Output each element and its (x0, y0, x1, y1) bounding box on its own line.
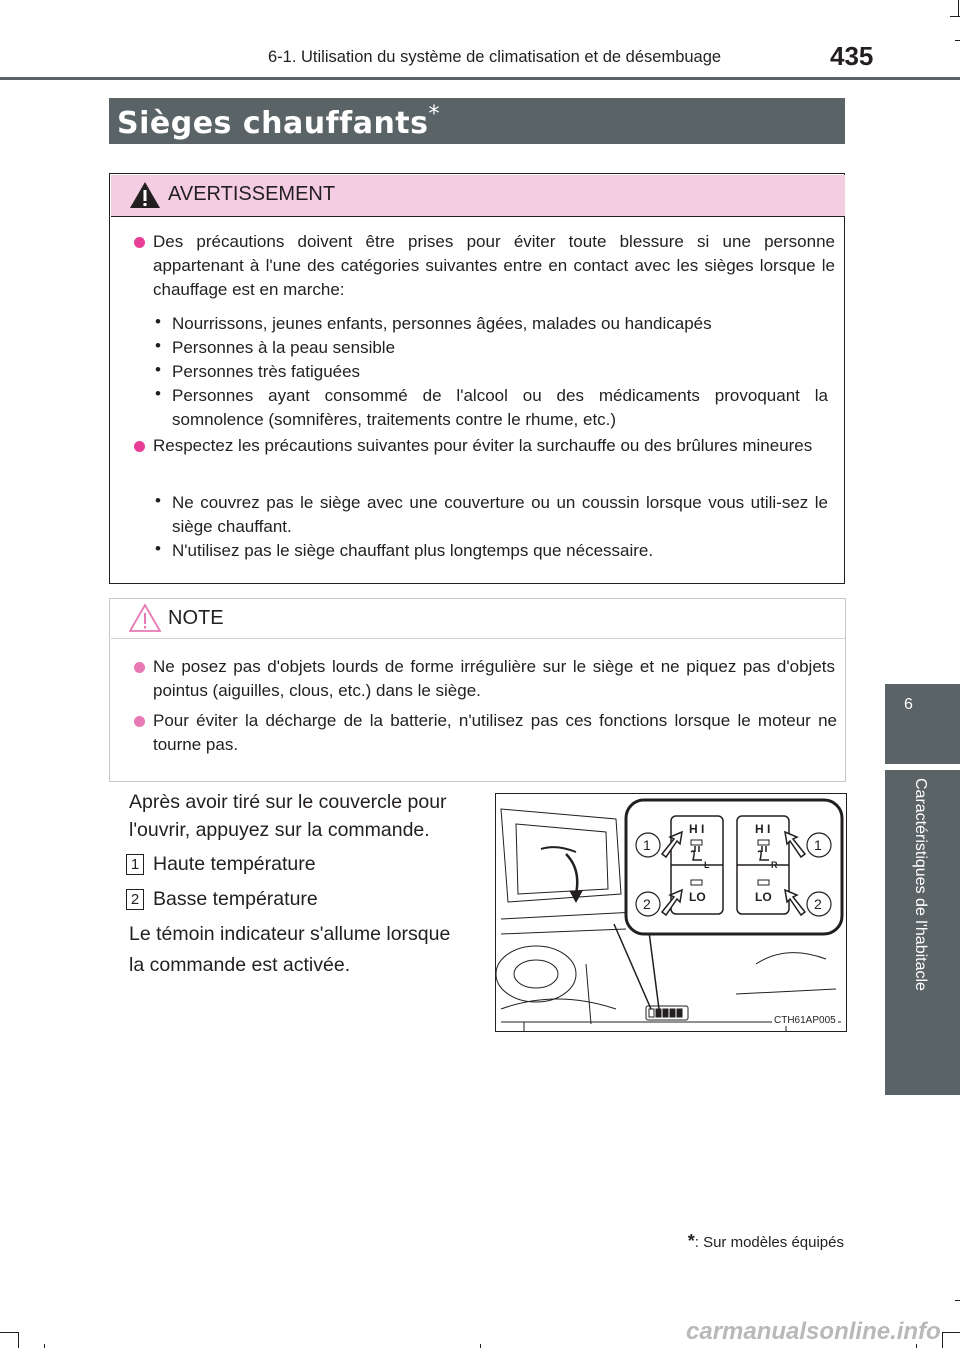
crop-mark (958, 0, 959, 16)
item-1-text: Haute température (153, 853, 316, 875)
chapter-tab (885, 684, 960, 764)
right-hi-label: H I (755, 822, 771, 836)
crop-mark (955, 40, 960, 41)
page-number: 435 (830, 41, 874, 71)
sub-bullet: • (155, 360, 161, 379)
sub-bullet: • (155, 384, 161, 403)
chapter-number: 6 (904, 696, 913, 713)
watermark: carmanualsonline.info (686, 1318, 941, 1345)
callout-2-right: 2 (814, 896, 822, 912)
section-title (117, 102, 441, 141)
section-title-text: Sièges chauffants (117, 106, 429, 141)
footnote-text: : Sur modèles équipés (694, 1234, 844, 1251)
item-2-text: Basse température (153, 888, 318, 910)
warning-sub-5: Ne couvrez pas le siège avec une couverture ou un coussin lorsque vous utili-sez le siège chauffant. (172, 493, 828, 536)
intro-line-2: l'ouvrir, appuyez sur la commande. (129, 819, 430, 841)
caution-triangle-icon (129, 603, 161, 633)
note-item-1: Ne posez pas d'objets lourds de forme irrégulière sur le siège et ne piquez pas d'objets pointus (aiguilles, clous, etc.) dans le siège. (153, 657, 835, 700)
callout-1-right: 1 (814, 837, 822, 853)
warning-sub-1: Nourrissons, jeunes enfants, personnes âgées, malades ou handicapés (172, 314, 712, 333)
left-hi-label: H I (689, 822, 705, 836)
outro-line-1: Le témoin indicateur s'allume lorsque (129, 923, 451, 945)
warning-bullet-1 (134, 237, 145, 248)
item-number-2: 2 (126, 889, 144, 910)
outro-line-2: la commande est activée. (129, 954, 351, 976)
sub-bullet: • (155, 336, 161, 355)
crop-mark (942, 1332, 943, 1348)
crop-mark (480, 1344, 481, 1348)
chapter-title: Caractéristiques de l'habitacle (912, 778, 929, 991)
warning-bullet-2 (134, 441, 145, 452)
warning-triangle-icon (129, 180, 161, 210)
right-lo-label: LO (755, 890, 772, 904)
title-asterisk: * (428, 102, 441, 127)
sub-bullet: • (155, 539, 161, 558)
note-label: NOTE (168, 607, 224, 629)
crop-mark (0, 1332, 18, 1333)
left-seat-letter: L (704, 860, 710, 870)
warning-sub-6: N'utilisez pas le siège chauffant plus longtemps que nécessaire. (172, 541, 654, 560)
warning-sub-2: Personnes à la peau sensible (172, 338, 396, 357)
chapter-side-tab (885, 770, 960, 1095)
item-number-1: 1 (126, 854, 144, 875)
callout-1-left: 1 (643, 837, 651, 853)
note-item-2: Pour éviter la décharge de la batterie, n'utilisez pas ces fonctions lorsque le moteur ne tourne pas. (153, 711, 837, 754)
crop-mark (942, 1332, 960, 1333)
note-bullet-1 (134, 662, 145, 673)
running-header: 6-1. Utilisation du système de climatisation et de désembuage (268, 48, 722, 66)
left-lo-label: LO (689, 890, 706, 904)
warning-item-2: Respectez les précautions suivantes pour éviter la surchauffe ou des brûlures mineures (153, 436, 813, 455)
crop-mark (955, 1300, 960, 1301)
sub-bullet: • (155, 312, 161, 331)
seat-heater-illustration (495, 793, 847, 1032)
dashboard-drawing (496, 794, 846, 1031)
footnote (0, 1231, 844, 1252)
sub-bullet: • (155, 491, 161, 510)
warning-sub-4: Personnes ayant consommé de l'alcool ou des médicaments provoquant la somnolence (somnifères, traitements contre le rhume, etc.) (172, 386, 828, 429)
footnote-asterisk: * (687, 1231, 695, 1251)
callout-2-left: 2 (643, 896, 651, 912)
header-rule (0, 77, 960, 80)
crop-mark (18, 1332, 19, 1348)
right-seat-letter: R (771, 860, 778, 870)
crop-mark (950, 16, 960, 17)
warning-sub-3: Personnes très fatiguées (172, 362, 361, 381)
figure-code: CTH61AP005 (774, 1015, 836, 1026)
warning-item-1: Des précautions doivent être prises pour éviter toute blessure si une personne appartenant à l'une des catégories suivantes entre en contact avec les sièges lorsque le chauffage est en marche: (153, 232, 835, 299)
warning-label: AVERTISSEMENT (168, 183, 336, 205)
crop-mark (44, 1344, 45, 1348)
intro-line-1: Après avoir tiré sur le couvercle pour (129, 791, 447, 813)
note-bullet-2 (134, 716, 145, 727)
